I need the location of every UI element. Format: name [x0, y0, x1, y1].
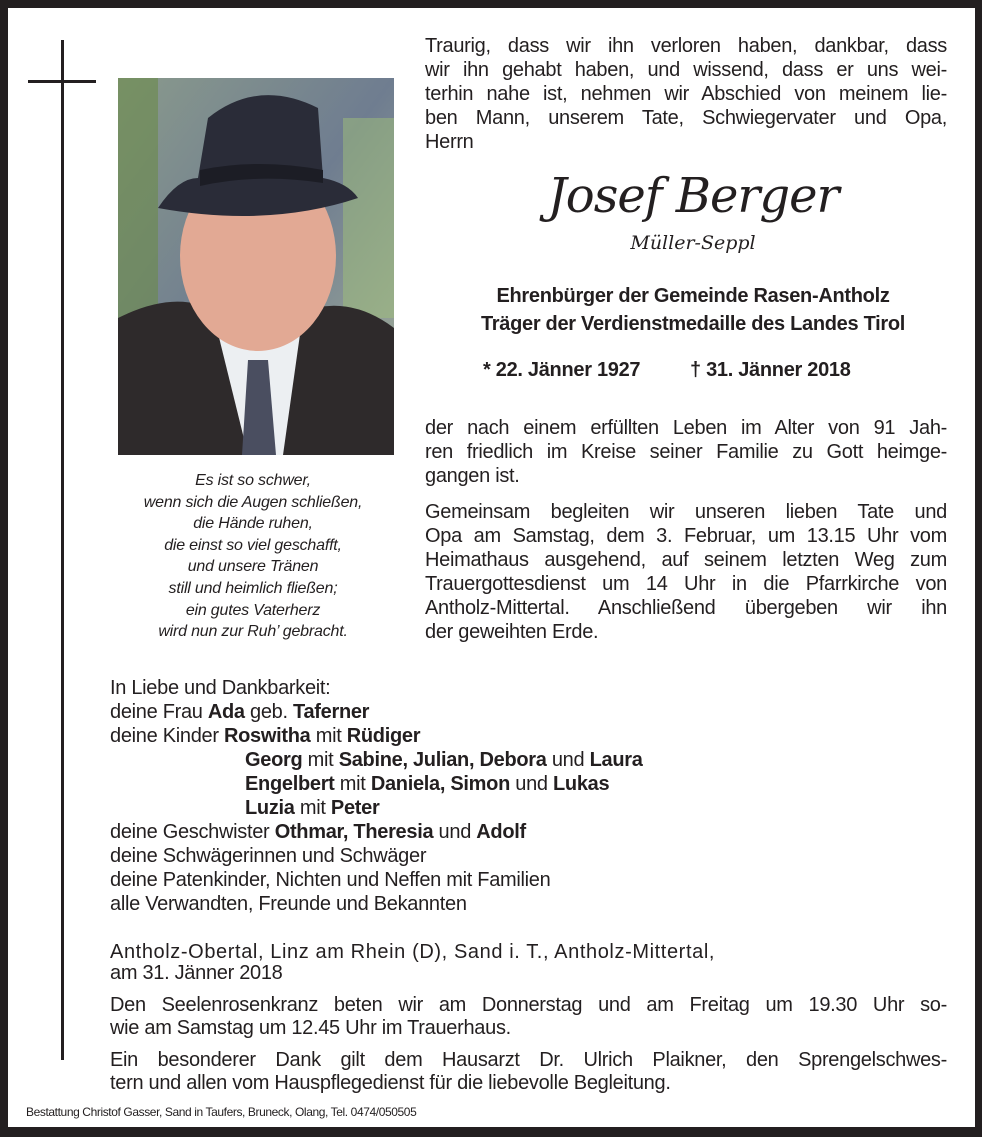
relative-name: Ada [207, 701, 245, 723]
relation-text: und [510, 773, 553, 795]
text-line: Herrn [425, 131, 474, 153]
poem-line: wird nun zur Ruh’ gebracht. [158, 623, 348, 641]
honor-2: Träger der Verdienstmedaille des Landes Tirol [480, 313, 906, 335]
poem-line: still und heimlich fließen; [168, 580, 338, 597]
poem-line: die Hände ruhen, [193, 515, 313, 533]
text-line: ren friedlich im Kreise seiner Familie zu Gott heimge- [425, 441, 947, 463]
family-row [245, 796, 379, 820]
relation-text: alle Verwandten, Freunde und Bekannten [110, 893, 467, 915]
relative-name: Roswitha [223, 725, 311, 747]
relative-name: Luzia [245, 797, 295, 819]
text-line: Opa am Samstag, dem 3. Februar, um 13.15 Uhr vom [425, 525, 947, 547]
relative-name: Sabine, Julian, Debora [338, 749, 547, 771]
relative-name: Daniela, Simon [370, 773, 510, 795]
relative-name: Engelbert [245, 773, 335, 795]
family-row [245, 772, 609, 796]
relative-name: Peter [330, 797, 380, 819]
relative-name: Lukas [552, 773, 610, 795]
relation-text: und [546, 749, 590, 771]
family-row [110, 820, 526, 844]
text-line: terhin nahe ist, nehmen wir Abschied von meinem lie- [425, 83, 947, 105]
poem-line: ein gutes Vaterherz [185, 601, 321, 619]
relation-text: deine Schwägerinnen und Schwäger [110, 845, 427, 867]
relation-text: mit [302, 749, 339, 771]
relation-text: mit [334, 773, 371, 795]
obituary-notice [8, 8, 975, 1127]
relative-name: Othmar, Theresia [274, 821, 434, 843]
text-line: Antholz-Mittertal. Anschließend übergeben wir ihn [425, 597, 947, 619]
family-row [110, 700, 369, 724]
text-line: ben Mann, unserem Tate, Schwiegervater und Opa, [425, 107, 947, 129]
family-row [110, 892, 467, 916]
text-line: tern und allen vom Hauspflegedienst für die liebevolle Begleitung. [110, 1072, 671, 1094]
family-heading: In Liebe und Dankbarkeit: [110, 677, 331, 699]
text-line: Ein besonderer Dank gilt dem Hausarzt Dr. Ulrich Plaikner, den Sprengelschwes- [110, 1049, 947, 1071]
deceased-nickname: Müller-Seppl [630, 232, 756, 254]
relation-text: deine Kinder [110, 725, 224, 747]
death-date: † 31. Jänner 2018 [690, 359, 851, 381]
text-line: Traurig, dass wir ihn verloren haben, dankbar, dass [425, 35, 947, 57]
text-line: wir ihn gehabt haben, und wissend, dass er uns wei- [425, 59, 947, 81]
poem-line: und unsere Tränen [187, 558, 319, 576]
poem-line: wenn sich die Augen schließen, [143, 493, 363, 511]
text-line: der nach einem erfüllten Leben im Alter von 91 Jah- [425, 417, 947, 439]
text-line: Gemeinsam begleiten wir unseren lieben Tate und [425, 501, 947, 523]
poem-line: Es ist so schwer, [195, 472, 311, 489]
text-line: der geweihten Erde. [425, 621, 599, 643]
relative-name: Georg [245, 749, 303, 771]
family-row [245, 748, 643, 772]
relation-text: mit [310, 725, 347, 747]
deceased-name: Josef Berger [547, 168, 839, 224]
relation-text: deine Patenkinder, Nichten und Neffen mit Familien [110, 869, 551, 891]
relative-name: Rüdiger [346, 725, 421, 747]
funeral-home-footer: Bestattung Christof Gasser, Sand in Taufers, Bruneck, Olang, Tel. 0474/050505 [26, 1105, 417, 1119]
relation-text: und [433, 821, 477, 843]
places-line: Antholz-Obertal, Linz am Rhein (D), Sand i. T., Antholz-Mittertal, [110, 941, 716, 963]
family-row [110, 724, 420, 748]
text-line: gangen ist. [425, 465, 520, 487]
text-line: wie am Samstag um 12.45 Uhr im Trauerhaus. [110, 1017, 511, 1039]
family-row [110, 844, 426, 868]
honor-1: Ehrenbürger der Gemeinde Rasen-Antholz [496, 285, 890, 307]
portrait-photo [118, 78, 394, 455]
relative-name: Laura [589, 749, 643, 771]
relation-text: mit [294, 797, 331, 819]
relative-name: Adolf [476, 821, 526, 843]
text-line: Heimathaus ausgehend, auf seinem letzten Weg zum [425, 549, 947, 571]
poem-line: die einst so viel geschafft, [164, 536, 342, 554]
relation-text: deine Frau [110, 701, 208, 723]
birth-date: * 22. Jänner 1927 [483, 359, 641, 381]
place-date: am 31. Jänner 2018 [110, 962, 283, 984]
text-line: Trauergottesdienst um 14 Uhr in die Pfarrkirche von [425, 573, 947, 595]
relation-text: geb. [244, 701, 294, 723]
relation-text: deine Geschwister [110, 821, 275, 843]
text-line: Den Seelenrosenkranz beten wir am Donnerstag und am Freitag um 19.30 Uhr so- [110, 994, 947, 1016]
family-row [110, 868, 550, 892]
relative-name: Taferner [293, 701, 370, 723]
